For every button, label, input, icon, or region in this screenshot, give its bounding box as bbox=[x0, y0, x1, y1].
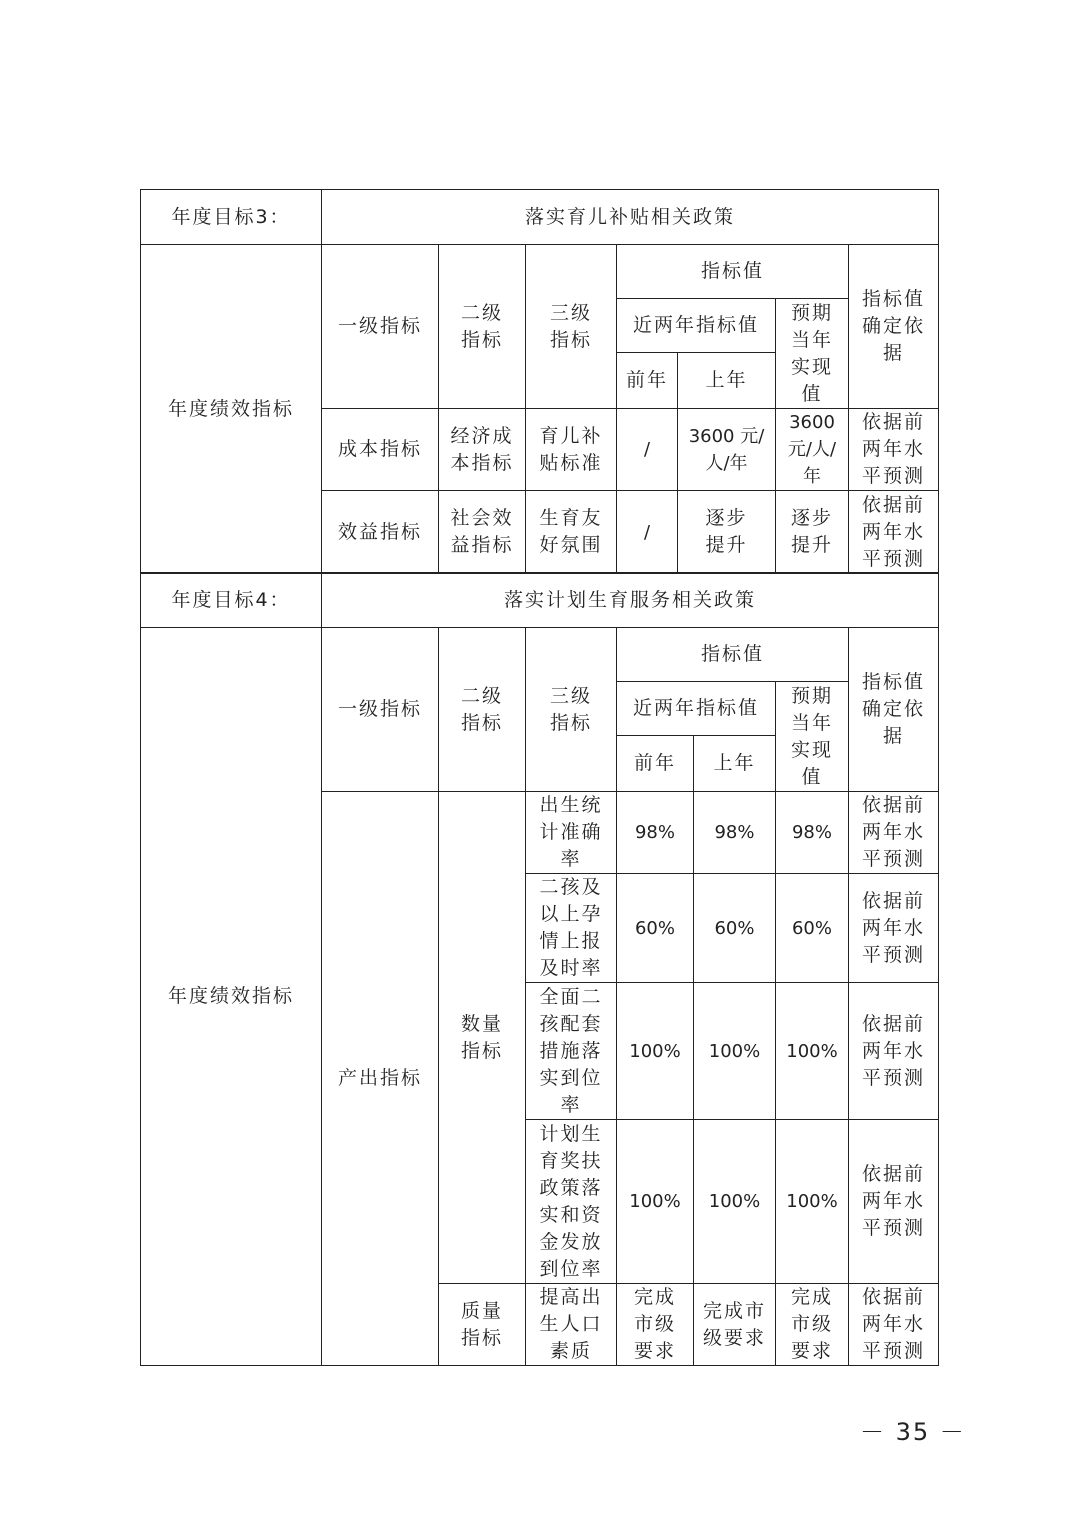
target4-header-last-year: 上年 bbox=[694, 736, 776, 792]
target3-header-basis: 指标值 确定依 据 bbox=[849, 245, 939, 409]
target4-label: 年度目标4： bbox=[141, 573, 322, 628]
cell-last: 100% bbox=[694, 1120, 776, 1284]
cell-basis: 依据前 两年水 平预测 bbox=[849, 491, 939, 574]
cell-expected: 100% bbox=[776, 983, 849, 1120]
target4-header-expected: 预期 当年 实现 值 bbox=[776, 682, 849, 792]
cell-last: 逐步 提升 bbox=[678, 491, 776, 574]
cell-quality-level2: 质量 指标 bbox=[439, 1284, 526, 1366]
cell-basis: 依据前 两年水 平预测 bbox=[849, 409, 939, 491]
cell-basis: 依据前 两年水 平预测 bbox=[849, 792, 939, 874]
cell-last: 3600 元/ 人/年 bbox=[678, 409, 776, 491]
cell-prev: / bbox=[617, 491, 678, 574]
cell-level3: 出生统 计准确 率 bbox=[526, 792, 617, 874]
cell-level3: 提高出 生人口 素质 bbox=[526, 1284, 617, 1366]
cell-expected: 逐步 提升 bbox=[776, 491, 849, 574]
cell-prev: 98% bbox=[617, 792, 694, 874]
cell-level3: 生育友 好氛围 bbox=[526, 491, 617, 574]
cell-basis: 依据前 两年水 平预测 bbox=[849, 1120, 939, 1284]
page-number: － 35 － bbox=[860, 1418, 966, 1446]
target3-header-level3: 三级 指标 bbox=[526, 245, 617, 409]
cell-last: 100% bbox=[694, 983, 776, 1120]
cell-prev: / bbox=[617, 409, 678, 491]
cell-output-level1: 产出指标 bbox=[322, 792, 439, 1366]
target4-value: 落实计划生育服务相关政策 bbox=[322, 573, 939, 628]
cell-prev: 100% bbox=[617, 983, 694, 1120]
target4-table bbox=[140, 572, 939, 1366]
cell-level2: 社会效 益指标 bbox=[439, 491, 526, 574]
cell-prev: 60% bbox=[617, 874, 694, 983]
target4-header-level3: 三级 指标 bbox=[526, 628, 617, 792]
target4-header-prev-year: 前年 bbox=[617, 736, 694, 792]
target4-header-level2: 二级 指标 bbox=[439, 628, 526, 792]
cell-level3: 全面二 孩配套 措施落 实到位 率 bbox=[526, 983, 617, 1120]
cell-expected: 完成 市级 要求 bbox=[776, 1284, 849, 1366]
cell-expected: 3600 元/人/ 年 bbox=[776, 409, 849, 491]
target3-table bbox=[140, 189, 939, 574]
target4-header-basis: 指标值 确定依 据 bbox=[849, 628, 939, 792]
cell-basis: 依据前 两年水 平预测 bbox=[849, 1284, 939, 1366]
target3-header-indicator-value: 指标值 bbox=[617, 245, 849, 299]
cell-level3: 育儿补 贴标准 bbox=[526, 409, 617, 491]
target4-header-recent: 近两年指标值 bbox=[617, 682, 776, 736]
cell-prev: 100% bbox=[617, 1120, 694, 1284]
cell-level1: 效益指标 bbox=[322, 491, 439, 574]
cell-quantity-level2: 数量 指标 bbox=[439, 792, 526, 1284]
cell-expected: 98% bbox=[776, 792, 849, 874]
cell-expected: 100% bbox=[776, 1120, 849, 1284]
target4-header-level1: 一级指标 bbox=[322, 628, 439, 792]
cell-level1: 成本指标 bbox=[322, 409, 439, 491]
cell-last: 98% bbox=[694, 792, 776, 874]
target3-value: 落实育儿补贴相关政策 bbox=[322, 190, 939, 245]
target3-header-recent: 近两年指标值 bbox=[617, 299, 776, 353]
target3-header-level2: 二级 指标 bbox=[439, 245, 526, 409]
target4-header-indicator-value: 指标值 bbox=[617, 628, 849, 682]
target3-header-prev-year: 前年 bbox=[617, 353, 678, 409]
target3-header-expected: 预期 当年 实现 值 bbox=[776, 299, 849, 409]
cell-basis: 依据前 两年水 平预测 bbox=[849, 874, 939, 983]
target4-perf-label: 年度绩效指标 bbox=[141, 628, 322, 1366]
cell-basis: 依据前 两年水 平预测 bbox=[849, 983, 939, 1120]
target3-header-level1: 一级指标 bbox=[322, 245, 439, 409]
target3-label: 年度目标3： bbox=[141, 190, 322, 245]
cell-level2: 经济成 本指标 bbox=[439, 409, 526, 491]
cell-last: 60% bbox=[694, 874, 776, 983]
cell-level3: 计划生 育奖扶 政策落 实和资 金发放 到位率 bbox=[526, 1120, 617, 1284]
cell-level3: 二孩及 以上孕 情上报 及时率 bbox=[526, 874, 617, 983]
target3-perf-label: 年度绩效指标 bbox=[141, 245, 322, 574]
cell-last: 完成市 级要求 bbox=[694, 1284, 776, 1366]
cell-prev: 完成 市级 要求 bbox=[617, 1284, 694, 1366]
cell-expected: 60% bbox=[776, 874, 849, 983]
target3-header-last-year: 上年 bbox=[678, 353, 776, 409]
